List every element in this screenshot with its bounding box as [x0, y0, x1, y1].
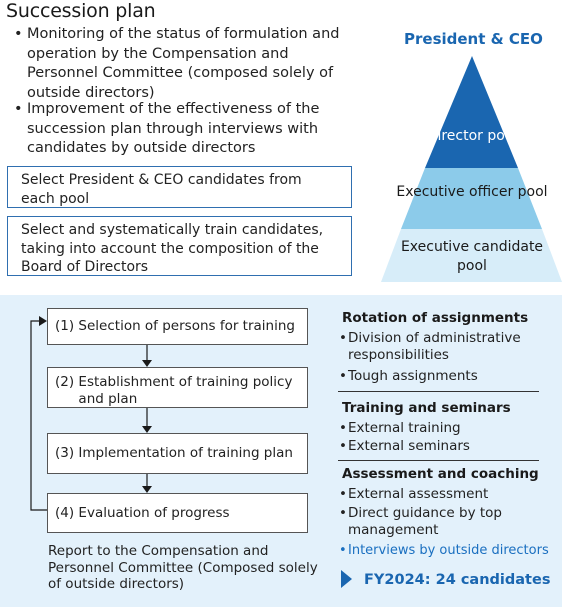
list-item	[339, 368, 549, 385]
box-text: Select and systematically train candidates, taking into account the composition of the Board of Directors	[21, 222, 324, 275]
list-item-text: External assessment	[348, 486, 489, 502]
step-label: Establishment of training policy and plan	[78, 374, 293, 407]
section-heading-rotation: Rotation of assignments	[342, 310, 529, 326]
step-number: (1)	[55, 318, 75, 335]
pyramid-label-director: Director pool	[426, 128, 518, 144]
step-4-box	[47, 493, 308, 533]
list-item-text: Division of administrative responsibilities	[348, 330, 521, 363]
step-label: Implementation of training plan	[78, 445, 293, 462]
step-1-box	[47, 308, 308, 345]
pyramid-top-label: President & CEO	[404, 30, 543, 48]
box-text: Select President & CEO candidates from each pool	[21, 172, 302, 207]
pyramid-label-executive-candidate: Executive candidate pool	[400, 239, 544, 274]
bullet-dot: •	[339, 505, 347, 521]
step-number: (3)	[55, 445, 75, 462]
arrow-head-1-2	[142, 360, 152, 367]
list-item-text: External seminars	[348, 438, 470, 454]
list-item	[339, 505, 549, 539]
section-heading-assessment: Assessment and coaching	[342, 466, 539, 482]
bullet-dot: •	[339, 330, 347, 346]
loop-back-line	[31, 321, 47, 510]
step-number: (2)	[55, 374, 75, 390]
list-item-text: Interviews by outside directors	[348, 543, 549, 558]
fy-candidates-note: FY2024: 24 candidates	[364, 572, 551, 588]
step-label: Selection of persons for training	[78, 318, 295, 335]
list-item	[339, 420, 549, 437]
arrow-head-3-4	[142, 486, 152, 493]
bullet-text: Improvement of the effectiveness of the succession plan through interviews with candidates by outside directors	[27, 101, 320, 156]
step-3-box	[47, 433, 308, 474]
report-note: Report to the Compensation and Personnel Committee (Composed solely of outside directors)	[48, 543, 318, 592]
list-item	[339, 438, 549, 455]
step-2-box	[47, 367, 308, 408]
bullet-dot: •	[339, 486, 347, 502]
bullet-dot: •	[339, 438, 347, 454]
bullet-dot: •	[14, 101, 23, 117]
loop-back-arrow-head	[39, 316, 47, 326]
section-divider	[338, 460, 539, 461]
bullet-dot: •	[339, 543, 347, 558]
list-item-highlighted	[339, 542, 549, 559]
pyramid-label-executive-officer: Executive officer pool	[396, 184, 548, 200]
list-item-text: Direct guidance by top management	[348, 505, 502, 538]
bullet-dot: •	[14, 26, 23, 42]
bullet-dot: •	[339, 420, 347, 436]
list-item	[339, 330, 549, 364]
arrow-head-2-3	[142, 426, 152, 433]
list-item-text: External training	[348, 420, 461, 436]
section-divider	[338, 391, 539, 392]
step-label: Evaluation of progress	[78, 504, 230, 521]
section-heading-training: Training and seminars	[342, 400, 511, 416]
bullet-dot: •	[339, 368, 347, 384]
bullet-text: Monitoring of the status of formulation and operation by the Compensation and Personnel Committee (composed solely of outside directors)	[27, 26, 340, 101]
list-item	[339, 486, 549, 503]
list-item-text: Tough assignments	[348, 368, 478, 384]
step-number: (4)	[55, 504, 75, 521]
page-title: Succession plan	[6, 0, 156, 22]
